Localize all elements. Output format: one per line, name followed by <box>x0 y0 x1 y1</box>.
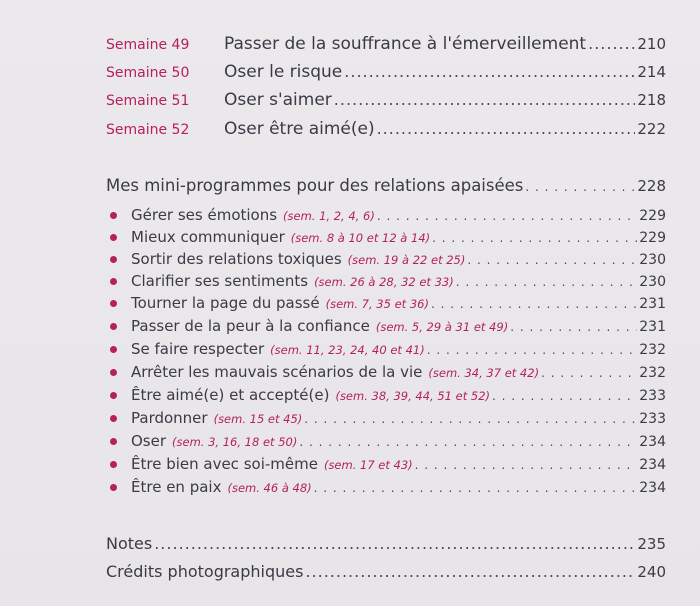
list-item[interactable] <box>110 294 666 312</box>
page-number: 234 <box>639 457 666 473</box>
item-text: Mieux communiquer <box>131 228 285 246</box>
week-entry-49[interactable] <box>106 34 666 54</box>
notes-entry[interactable] <box>106 534 666 553</box>
item-weeks-ref: (sem. 38, 39, 44, 51 et 52) <box>335 389 491 403</box>
item-weeks-ref: (sem. 11, 23, 24, 40 et 41) <box>270 343 425 357</box>
page-number: 231 <box>639 319 666 335</box>
week-entry-52[interactable] <box>106 119 666 139</box>
bullet-icon <box>110 461 117 468</box>
dot-leader <box>431 297 637 311</box>
item-text: Pardonner <box>131 409 208 427</box>
list-item[interactable] <box>110 478 666 496</box>
dot-leader <box>377 209 637 223</box>
bullet-icon <box>110 323 117 330</box>
page-number: 233 <box>639 388 666 404</box>
page-number: 231 <box>639 296 666 312</box>
week-title: Oser le risque <box>224 62 343 82</box>
page-number: 230 <box>639 252 666 268</box>
entry-title: Notes <box>106 534 153 553</box>
section-title: Mes mini-programmes pour des relations apaisées <box>106 176 524 195</box>
dot-leader <box>541 366 637 380</box>
week-title: Passer de la souffrance à l'émerveillement <box>224 34 587 54</box>
week-label: Semaine 49 <box>106 37 190 53</box>
bullet-icon <box>110 484 117 491</box>
week-title: Oser s'aimer <box>224 90 332 110</box>
item-text: Clarifier ses sentiments <box>131 272 309 290</box>
item-weeks-ref: (sem. 19 à 22 et 25) <box>347 253 466 267</box>
list-item[interactable] <box>110 386 666 404</box>
item-text: Gérer ses émotions <box>131 206 278 224</box>
list-item[interactable] <box>110 455 666 473</box>
week-title: Oser être aimé(e) <box>224 119 375 139</box>
page-number: 228 <box>637 177 666 195</box>
week-entry-50[interactable] <box>106 62 666 82</box>
bullet-icon <box>110 256 117 263</box>
item-weeks-ref: (sem. 7, 35 et 36) <box>325 297 429 311</box>
section-entry[interactable] <box>106 176 666 195</box>
dot-leader <box>299 435 637 449</box>
bullet-icon <box>110 234 117 241</box>
page-number: 230 <box>639 274 666 290</box>
dot-leader <box>154 534 635 553</box>
dot-leader <box>510 320 637 334</box>
item-text: Arrêter les mauvais scénarios de la vie <box>131 363 423 381</box>
list-item[interactable] <box>110 340 666 358</box>
bullet-icon <box>110 369 117 376</box>
page-number: 232 <box>639 342 666 358</box>
item-weeks-ref: (sem. 26 à 28, 32 et 33) <box>314 275 454 289</box>
bullet-icon <box>110 278 117 285</box>
dot-leader <box>304 412 637 426</box>
dot-leader <box>525 180 635 194</box>
dot-leader <box>588 34 635 53</box>
item-weeks-ref: (sem. 3, 16, 18 et 50) <box>172 435 298 449</box>
item-weeks-ref: (sem. 15 et 45) <box>213 412 303 426</box>
page-number: 218 <box>637 91 666 109</box>
dot-leader <box>432 231 637 245</box>
dot-leader <box>377 119 636 138</box>
entry-title: Crédits photographiques <box>106 562 304 581</box>
item-text: Tourner la page du passé <box>131 294 320 312</box>
item-text: Être aimé(e) et accepté(e) <box>131 386 330 404</box>
item-weeks-ref: (sem. 34, 37 et 42) <box>428 366 540 380</box>
page-number: 233 <box>639 411 666 427</box>
item-text: Se faire respecter <box>131 340 265 358</box>
page-number: 214 <box>637 63 666 81</box>
item-weeks-ref: (sem. 46 à 48) <box>227 481 312 495</box>
list-item[interactable] <box>110 272 666 290</box>
item-text: Oser <box>131 432 167 450</box>
item-weeks-ref: (sem. 17 et 43) <box>323 458 413 472</box>
page-number: 229 <box>639 230 666 246</box>
page-number: 229 <box>639 208 666 224</box>
dot-leader <box>305 562 635 581</box>
page-number: 210 <box>637 35 666 53</box>
dot-leader <box>467 253 637 267</box>
item-weeks-ref: (sem. 8 à 10 et 12 à 14) <box>290 231 431 245</box>
page-number: 234 <box>639 480 666 496</box>
item-weeks-ref: (sem. 1, 2, 4, 6) <box>283 209 375 223</box>
page-number: 234 <box>639 434 666 450</box>
list-item[interactable] <box>110 409 666 427</box>
week-label: Semaine 52 <box>106 122 190 138</box>
dot-leader <box>415 458 638 472</box>
bullet-icon <box>110 415 117 422</box>
dot-leader <box>427 343 638 357</box>
item-text: Être en paix <box>131 478 222 496</box>
bullet-icon <box>110 300 117 307</box>
item-weeks-ref: (sem. 5, 29 à 31 et 49) <box>375 320 509 334</box>
list-item[interactable] <box>110 317 666 335</box>
photo-credits-entry[interactable] <box>106 562 666 581</box>
page-number: 235 <box>637 535 666 553</box>
dot-leader <box>334 90 636 109</box>
item-text: Passer de la peur à la confiance <box>131 317 370 335</box>
dot-leader <box>492 389 637 403</box>
page-number: 232 <box>639 365 666 381</box>
list-item[interactable] <box>110 228 666 246</box>
dot-leader <box>314 481 638 495</box>
bullet-icon <box>110 392 117 399</box>
list-item[interactable] <box>110 363 666 381</box>
page-number: 240 <box>637 563 666 581</box>
week-label: Semaine 50 <box>106 65 190 81</box>
bullet-icon <box>110 212 117 219</box>
week-entry-51[interactable] <box>106 90 666 110</box>
list-item[interactable] <box>110 206 666 224</box>
bullet-icon <box>110 438 117 445</box>
item-text: Être bien avec soi-même <box>131 455 318 473</box>
page-number: 222 <box>637 120 666 138</box>
list-item[interactable] <box>110 250 666 268</box>
list-item[interactable] <box>110 432 666 450</box>
week-label: Semaine 51 <box>106 93 190 109</box>
dot-leader <box>344 62 635 81</box>
dot-leader <box>456 275 638 289</box>
item-text: Sortir des relations toxiques <box>131 250 342 268</box>
bullet-icon <box>110 346 117 353</box>
